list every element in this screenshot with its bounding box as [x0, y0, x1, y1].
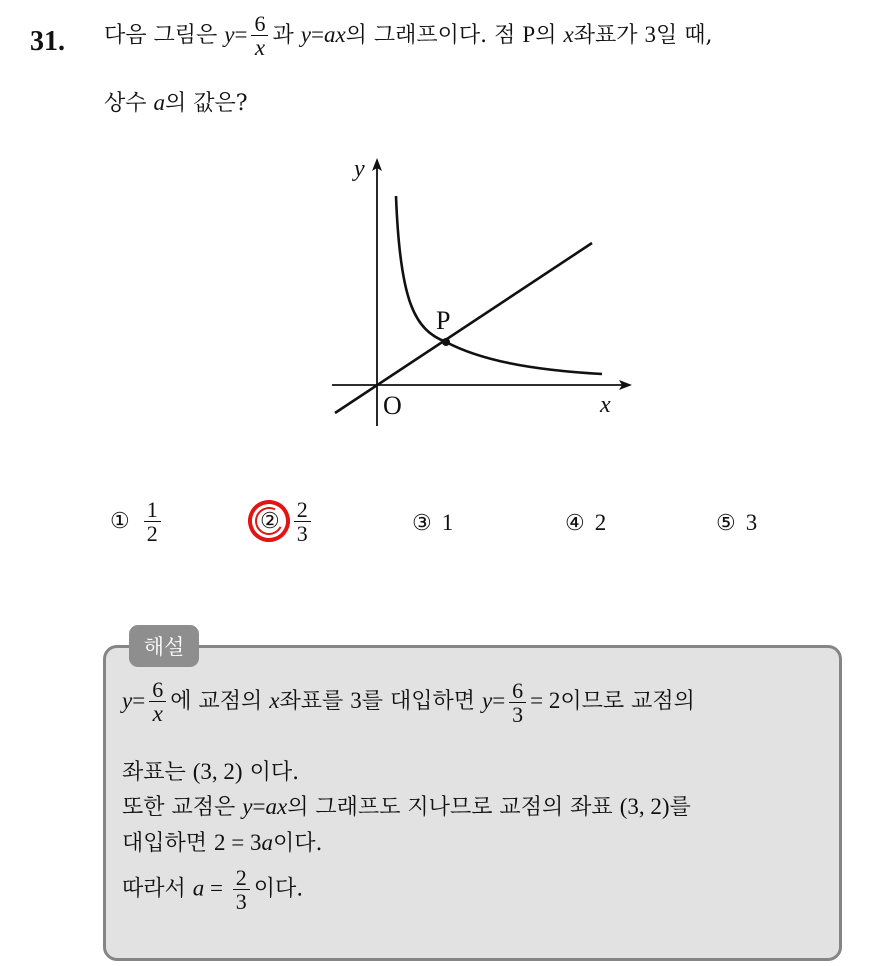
choice-4-value: 2 — [594, 510, 607, 535]
y-axis-label: y — [354, 156, 365, 182]
point-p-label: P — [436, 306, 451, 335]
choice-3-symbol: ③ — [412, 510, 432, 536]
point-p-marker — [442, 338, 450, 346]
question-text-line2: 상수 a의 값은? — [104, 90, 248, 116]
choice-1[interactable] — [110, 498, 165, 545]
choice-1-value: $\frac{1}{2}$ — [144, 498, 161, 545]
question-number: 31. — [30, 26, 65, 57]
choice-3-value: 1 — [441, 510, 454, 535]
solution-tag: 해설 — [129, 625, 199, 667]
coordinate-graph — [320, 148, 640, 433]
hyperbola-curve — [396, 196, 602, 374]
line-y-ax — [335, 243, 592, 413]
choice-2-symbol: ② — [260, 509, 280, 535]
choice-5-symbol: ⑤ — [716, 510, 736, 536]
solution-line2: 좌표는 (3, 2) 이다. — [122, 759, 300, 785]
choice-2-value: $\frac{2}{3}$ — [294, 498, 311, 545]
origin-label: O — [383, 391, 402, 420]
choice-4-symbol: ④ — [565, 510, 585, 536]
choice-4[interactable] — [565, 510, 606, 536]
x-axis-label: x — [600, 392, 611, 418]
choice-5-value: 3 — [745, 510, 758, 535]
solution-line3: 또한 교점은 y=ax의 그래프도 지나므로 교점의 좌표 (3, 2)를 — [122, 794, 691, 820]
choice-3[interactable] — [412, 510, 453, 536]
question-text-line1: 다음 그림은 y= $\frac{6}{x}$ 과 y=ax의 그래프이다. 점 P의 x좌표가 3일 때, — [104, 11, 713, 61]
choice-1-symbol: ① — [110, 509, 130, 535]
fraction-6-over-x: $\frac{6}{x}$ — [251, 12, 268, 60]
choice-5[interactable] — [716, 510, 757, 536]
solution-line4: 대입하면 2 = 3a이다. — [122, 830, 323, 856]
solution-line1: y= $\frac{6}{x}$ 에 교점의 x좌표를 3를 대입하면 y= $\frac{6}{3}$ = 2이므로 교점의 — [122, 677, 695, 727]
solution-line5: 따라서 a = $\frac{2}{3}$ 이다. — [122, 865, 304, 915]
